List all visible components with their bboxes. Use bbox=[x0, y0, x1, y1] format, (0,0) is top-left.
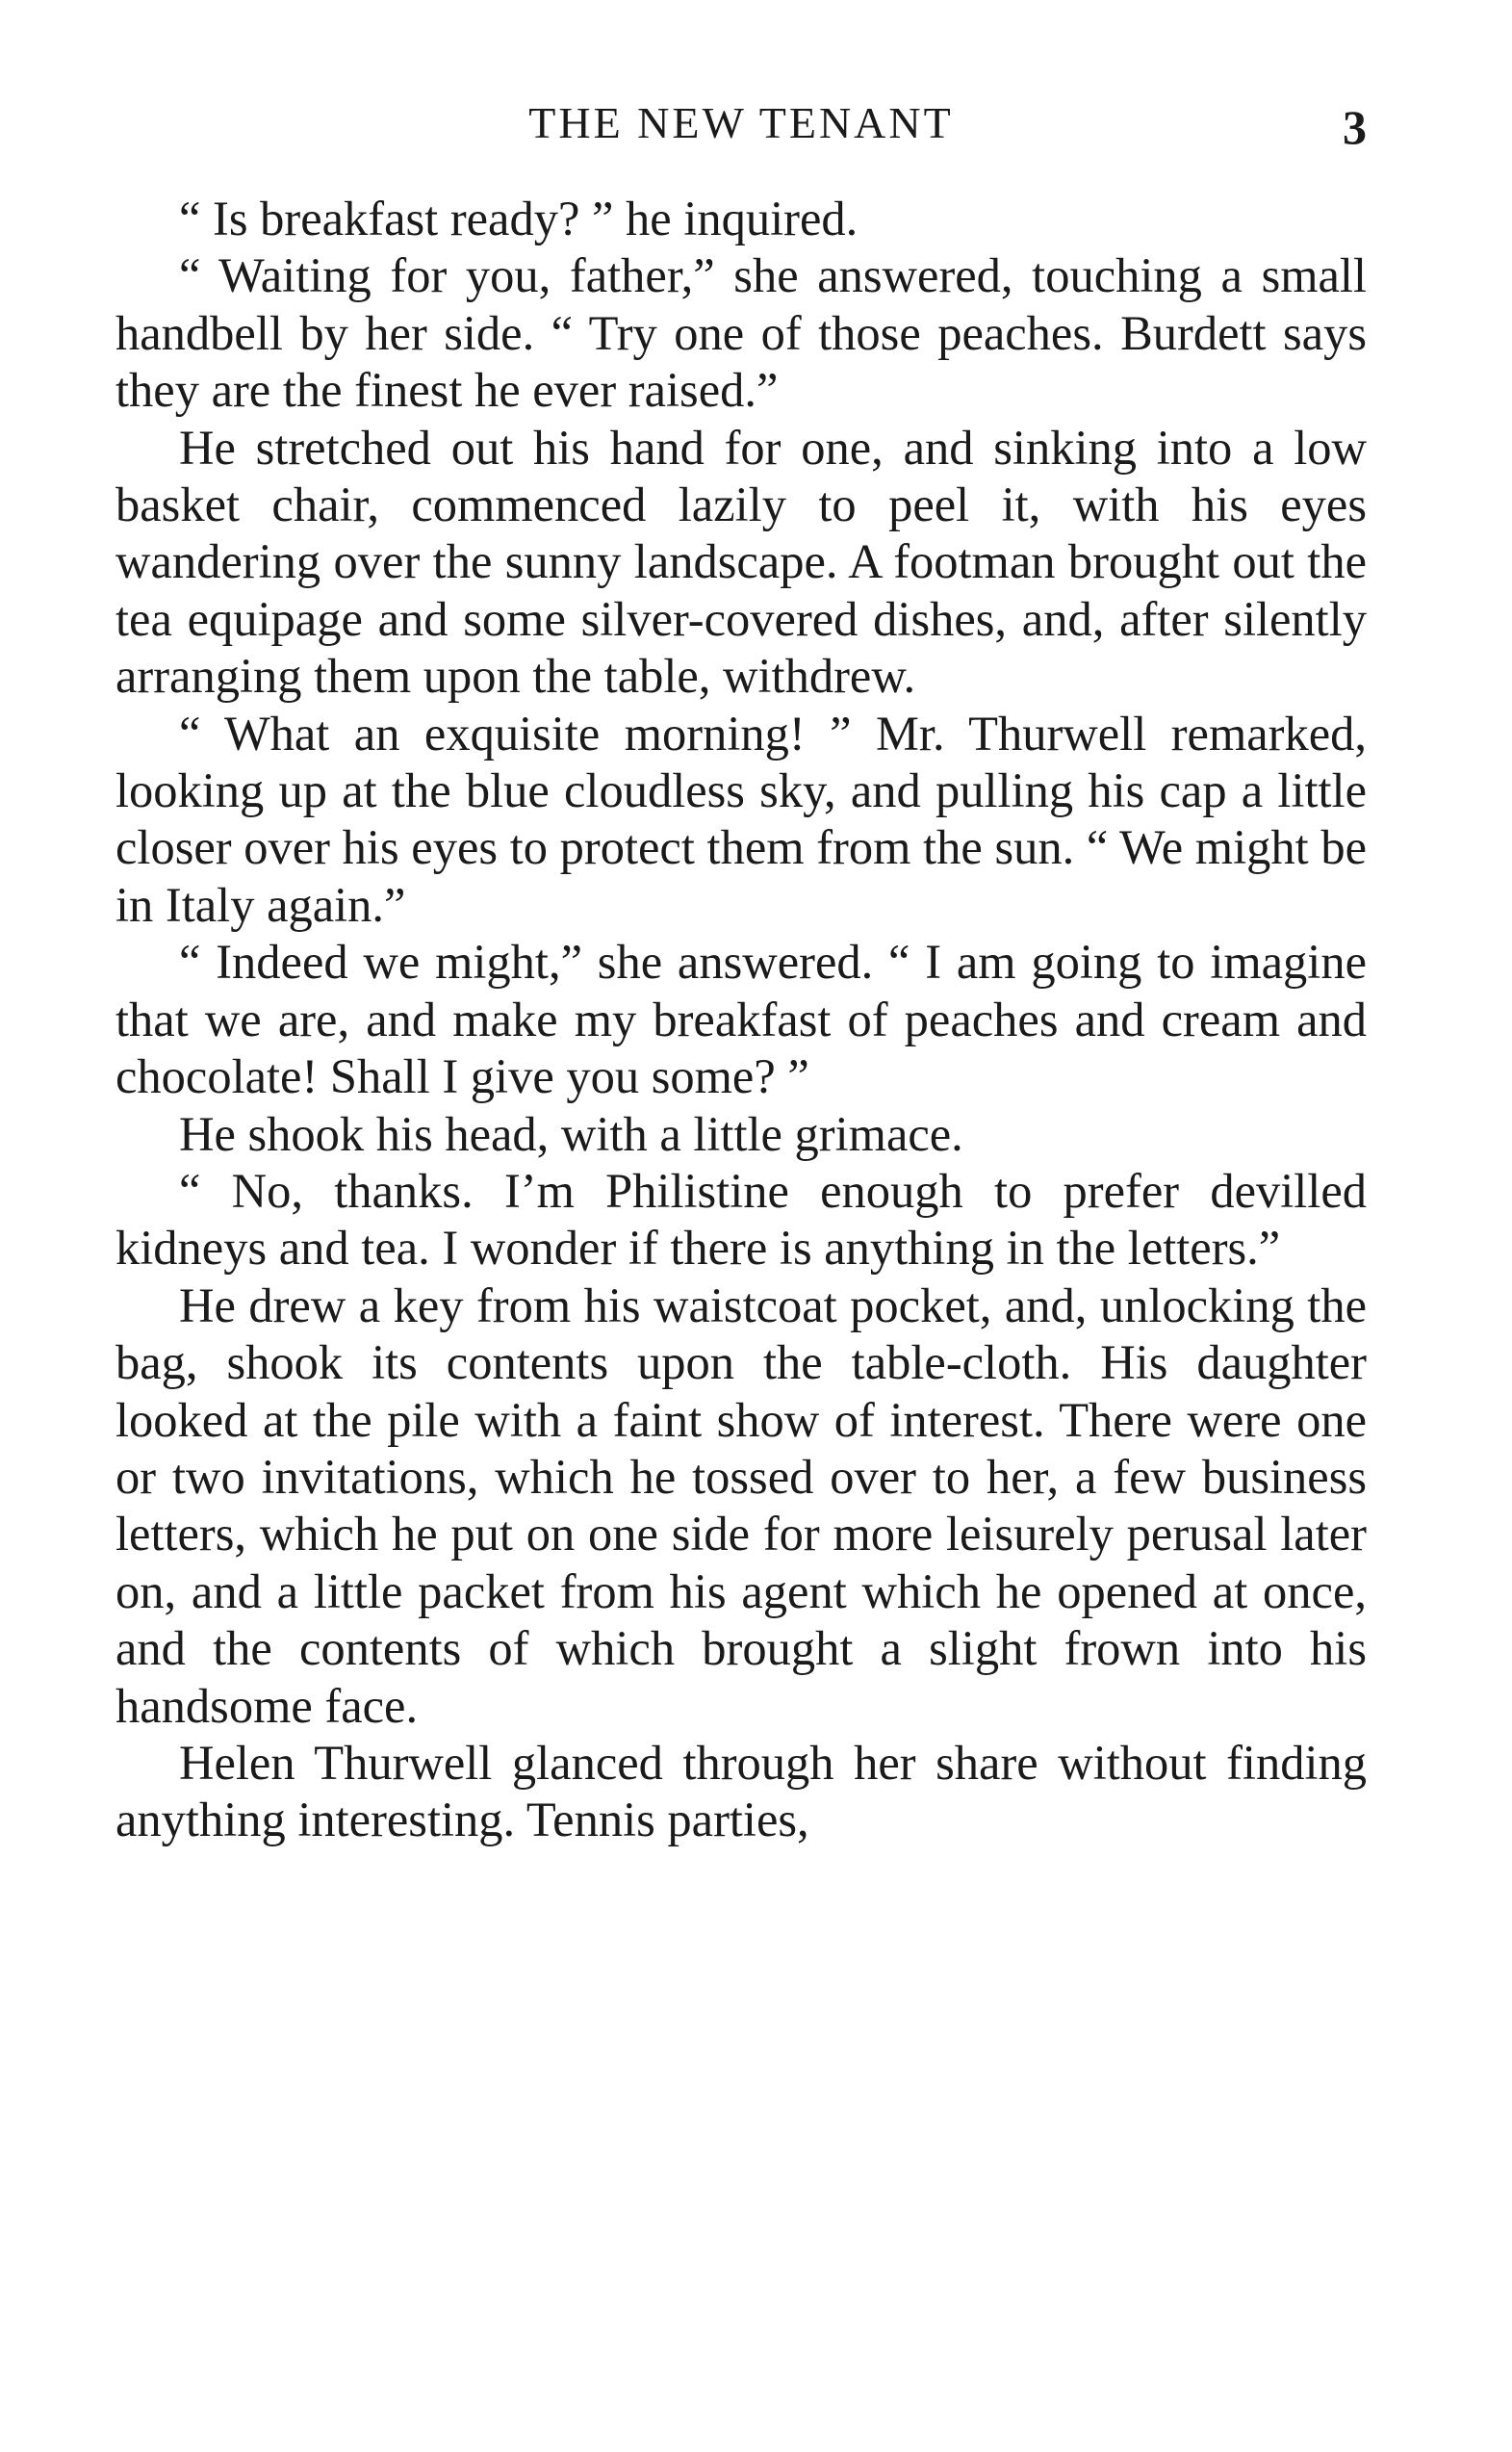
paragraph: “ What an exquisite morning! ” Mr. Thurwell remarked, looking up at the blue cloudless sky, and pulling his cap a little closer over his eyes to protect them from the sun. “ We might be in Italy again.” bbox=[115, 706, 1367, 932]
paragraph: He drew a key from his waistcoat pocket, and, unlocking the bag, shook its contents upon the table-cloth. His daughter looked at the pile with a faint show of interest. There were one or two invitations, which he tossed over to her, a few business letters, which he put on one side for more leisurely perusal later on, and a little packet from his agent which he opened at once, and the contents of which brought a slight frown into his handsome face. bbox=[115, 1278, 1367, 1733]
paragraph: He stretched out his hand for one, and sinking into a low basket chair, commenced lazily to peel it, with his eyes wandering over the sunny landscape. A footman brought out the tea equipage and some silver-covered dishes, and, after silently arranging them upon the table, withdrew. bbox=[115, 420, 1367, 704]
body-text bbox=[115, 191, 1367, 1849]
paragraph: “ Indeed we might,” she answered. “ I am going to imagine that we are, and make my breakfast of peaches and cream and chocolate! Shall I give you some? ” bbox=[115, 935, 1367, 1104]
running-header bbox=[115, 92, 1367, 154]
paragraph: “ Waiting for you, father,” she answered, touching a small handbell by her side. “ Try one of those peaches. Burdett says they are the finest he ever raised.” bbox=[115, 248, 1367, 418]
paragraph: Helen Thurwell glanced through her share without finding anything interesting. Tennis parties, bbox=[115, 1735, 1367, 1847]
paragraph: “ No, thanks. I’m Philistine enough to prefer devilled kidneys and tea. I wonder if there is anything in the letters.” bbox=[115, 1163, 1367, 1276]
paragraph: “ Is breakfast ready? ” he inquired. bbox=[179, 192, 859, 245]
page-number: 3 bbox=[1343, 100, 1367, 154]
paragraph: He shook his head, with a little grimace. bbox=[179, 1106, 963, 1161]
running-title: THE NEW TENANT bbox=[528, 98, 954, 147]
